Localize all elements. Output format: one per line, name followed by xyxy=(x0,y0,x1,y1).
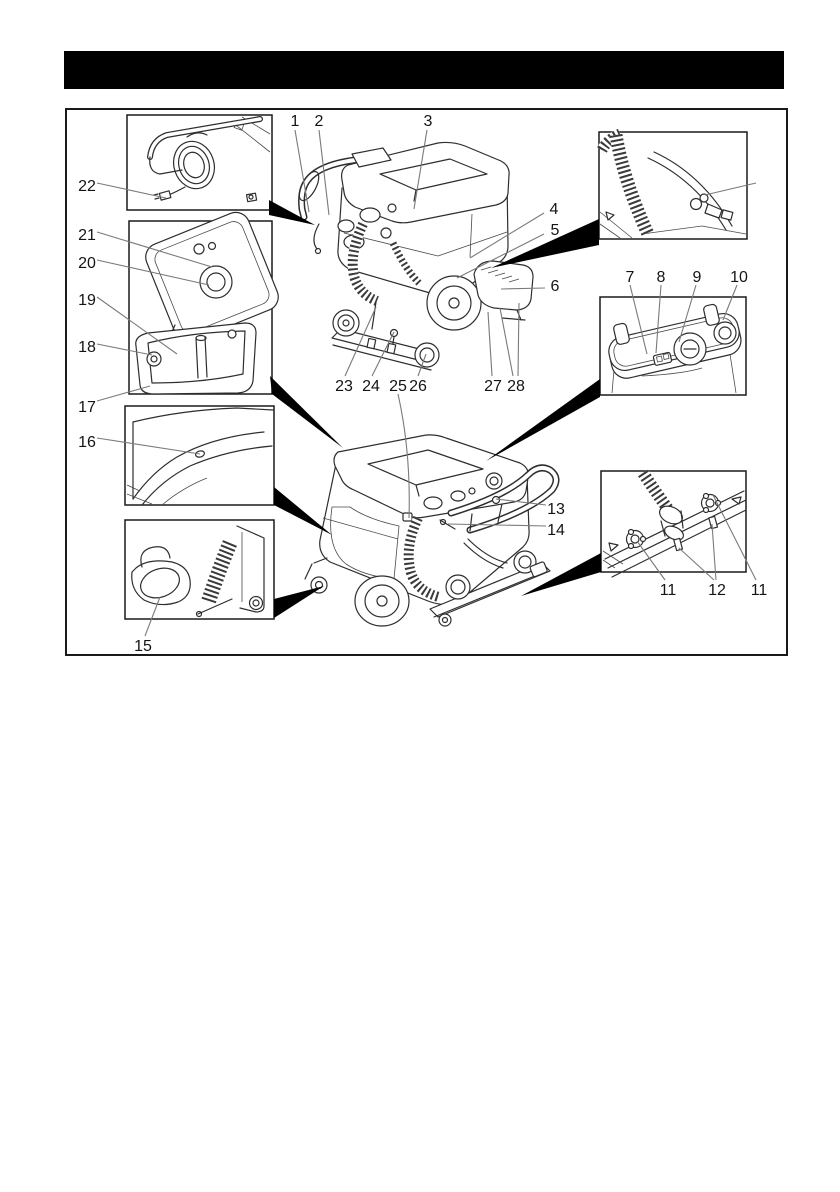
parts-diagram xyxy=(67,110,786,654)
callout-20: 20 xyxy=(78,255,96,272)
callout-11-right: 11 xyxy=(750,582,768,599)
inset-machine-step xyxy=(125,406,274,505)
callout-24: 24 xyxy=(362,378,380,395)
inset-squeegee-clamps xyxy=(601,471,746,577)
section-header-bar xyxy=(64,51,784,89)
callout-4: 4 xyxy=(549,201,559,218)
callout-27: 27 xyxy=(484,378,502,395)
callout-3: 3 xyxy=(423,113,433,130)
machine-rear-view xyxy=(295,142,533,370)
machine-front-view xyxy=(305,435,556,626)
callout-10: 10 xyxy=(730,269,748,286)
inset-drain-hose xyxy=(125,520,274,619)
callout-21: 21 xyxy=(78,227,96,244)
parts-diagram-frame xyxy=(65,108,788,656)
callout-15: 15 xyxy=(134,638,152,654)
callout-7: 7 xyxy=(625,269,635,286)
callout-14: 14 xyxy=(547,522,565,539)
callout-16: 16 xyxy=(78,434,96,451)
callout-28: 28 xyxy=(507,378,525,395)
callout-26: 26 xyxy=(409,378,427,395)
inset-tank-cover-top xyxy=(600,297,746,395)
callout-12: 12 xyxy=(708,582,726,599)
wedge-inset4-to-machine xyxy=(274,586,324,618)
callout-5: 5 xyxy=(550,222,560,239)
callout-8: 8 xyxy=(656,269,666,286)
wedge-inset3-to-machine xyxy=(274,487,332,535)
callout-23: 23 xyxy=(335,378,353,395)
callout-11-left: 11 xyxy=(659,582,677,599)
callout-2: 2 xyxy=(314,113,324,130)
callout-22: 22 xyxy=(78,178,96,195)
callout-6: 6 xyxy=(550,278,560,295)
callout-25: 25 xyxy=(389,378,407,395)
inset-cable-hook xyxy=(127,115,272,210)
pointer-wedges xyxy=(269,200,601,618)
callout-17: 17 xyxy=(78,399,96,416)
callout-1: 1 xyxy=(290,113,300,130)
callout-18: 18 xyxy=(78,339,96,356)
callout-9: 9 xyxy=(692,269,702,286)
inset-hose-routing xyxy=(599,132,756,239)
callout-19: 19 xyxy=(78,292,96,309)
inset-tank-lid-open xyxy=(129,208,282,394)
wedge-inset6-to-machine xyxy=(486,379,600,461)
callout-13: 13 xyxy=(547,501,565,518)
wedge-inset2-to-machine xyxy=(270,376,343,448)
